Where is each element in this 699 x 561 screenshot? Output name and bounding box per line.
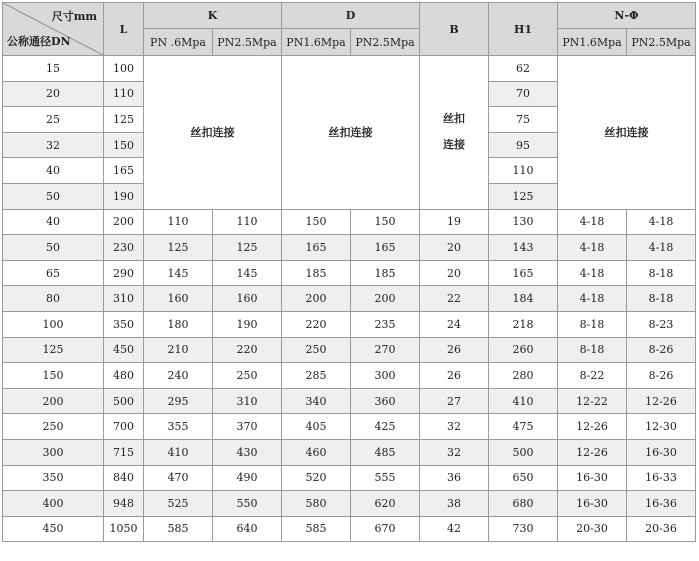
- threaded-connection-k: 丝扣连接: [144, 56, 282, 210]
- cell-n2: 4-18: [627, 235, 696, 261]
- cell-l: 100: [104, 56, 144, 82]
- cell-h1: 165: [489, 260, 558, 286]
- cell-h1: 280: [489, 363, 558, 389]
- table-row: [3, 286, 696, 312]
- cell-n1: 8-22: [558, 363, 627, 389]
- cell-n2: 20-36: [627, 516, 696, 542]
- cell-k2: 550: [213, 491, 282, 517]
- cell-d1: 580: [282, 491, 351, 517]
- cell-n1: 8-18: [558, 311, 627, 337]
- cell-l: 948: [104, 491, 144, 517]
- cell-b: 32: [420, 414, 489, 440]
- cell-k1: 295: [144, 388, 213, 414]
- subheader-n-pn25: PN2.5Mpa: [627, 29, 696, 56]
- cell-k1: 180: [144, 311, 213, 337]
- table-row: [3, 235, 696, 261]
- cell-dn: 25: [3, 107, 104, 133]
- cell-l: 450: [104, 337, 144, 363]
- cell-n1: 12-26: [558, 439, 627, 465]
- table-row: [3, 209, 696, 235]
- cell-l: 310: [104, 286, 144, 312]
- cell-k1: 210: [144, 337, 213, 363]
- cell-n2: 8-23: [627, 311, 696, 337]
- cell-dn: 250: [3, 414, 104, 440]
- cell-k2: 250: [213, 363, 282, 389]
- cell-k1: 355: [144, 414, 213, 440]
- cell-b: 20: [420, 260, 489, 286]
- table-row: [3, 311, 696, 337]
- cell-l: 190: [104, 183, 144, 209]
- cell-d1: 585: [282, 516, 351, 542]
- cell-n1: 16-30: [558, 465, 627, 491]
- cell-l: 200: [104, 209, 144, 235]
- cell-dn: 400: [3, 491, 104, 517]
- cell-d1: 340: [282, 388, 351, 414]
- table-row: [3, 260, 696, 286]
- table-row: [3, 388, 696, 414]
- cell-h1: 680: [489, 491, 558, 517]
- cell-dn: 300: [3, 439, 104, 465]
- cell-k2: 370: [213, 414, 282, 440]
- cell-h1: 62: [489, 56, 558, 82]
- corner-bottom-label: 公称通径DN: [7, 35, 71, 48]
- cell-n1: 12-26: [558, 414, 627, 440]
- cell-k1: 525: [144, 491, 213, 517]
- cell-h1: 110: [489, 158, 558, 184]
- cell-l: 715: [104, 439, 144, 465]
- table-row: [3, 465, 696, 491]
- cell-l: 500: [104, 388, 144, 414]
- cell-n1: 4-18: [558, 260, 627, 286]
- subheader-k-pn16: PN .6Mpa: [144, 29, 213, 56]
- cell-h1: 500: [489, 439, 558, 465]
- corner-header-cell: [3, 3, 104, 56]
- cell-d2: 270: [351, 337, 420, 363]
- cell-n2: 8-26: [627, 363, 696, 389]
- cell-d1: 220: [282, 311, 351, 337]
- cell-n1: 8-18: [558, 337, 627, 363]
- threaded-connection-d: 丝扣连接: [282, 56, 420, 210]
- cell-dn: 350: [3, 465, 104, 491]
- cell-n2: 16-33: [627, 465, 696, 491]
- cell-l: 110: [104, 81, 144, 107]
- table-row: [3, 414, 696, 440]
- cell-b: 26: [420, 337, 489, 363]
- cell-b: 20: [420, 235, 489, 261]
- cell-dn: 450: [3, 516, 104, 542]
- cell-h1: 95: [489, 132, 558, 158]
- header-l: L: [104, 3, 144, 56]
- cell-h1: 75: [489, 107, 558, 133]
- cell-dn: 65: [3, 260, 104, 286]
- header-d: D: [282, 3, 420, 29]
- cell-k2: 190: [213, 311, 282, 337]
- cell-b: 26: [420, 363, 489, 389]
- corner-top-label: 尺寸mm: [51, 10, 97, 23]
- cell-h1: 218: [489, 311, 558, 337]
- cell-h1: 125: [489, 183, 558, 209]
- threaded-b-line2: 连接: [443, 138, 466, 152]
- cell-h1: 730: [489, 516, 558, 542]
- cell-h1: 475: [489, 414, 558, 440]
- cell-n1: 12-22: [558, 388, 627, 414]
- cell-dn: 100: [3, 311, 104, 337]
- cell-n1: 4-18: [558, 235, 627, 261]
- subheader-k-pn25: PN2.5Mpa: [213, 29, 282, 56]
- cell-k2: 145: [213, 260, 282, 286]
- cell-n2: 16-36: [627, 491, 696, 517]
- cell-b: 22: [420, 286, 489, 312]
- table-row: [3, 491, 696, 517]
- cell-l: 290: [104, 260, 144, 286]
- cell-l: 125: [104, 107, 144, 133]
- header-k: K: [144, 3, 282, 29]
- cell-k1: 145: [144, 260, 213, 286]
- cell-dn: 200: [3, 388, 104, 414]
- cell-l: 840: [104, 465, 144, 491]
- table-row: [3, 439, 696, 465]
- table-row: [3, 337, 696, 363]
- cell-n1: 20-30: [558, 516, 627, 542]
- cell-n1: 16-30: [558, 491, 627, 517]
- cell-b: 24: [420, 311, 489, 337]
- cell-k2: 310: [213, 388, 282, 414]
- cell-n2: 8-26: [627, 337, 696, 363]
- cell-d1: 460: [282, 439, 351, 465]
- cell-l: 480: [104, 363, 144, 389]
- cell-n2: 12-26: [627, 388, 696, 414]
- cell-d2: 165: [351, 235, 420, 261]
- valve-dimension-table: [2, 2, 696, 542]
- cell-k2: 640: [213, 516, 282, 542]
- threaded-connection-n: 丝扣连接: [558, 56, 696, 210]
- cell-l: 700: [104, 414, 144, 440]
- cell-dn: 50: [3, 235, 104, 261]
- cell-k1: 410: [144, 439, 213, 465]
- cell-dn: 32: [3, 132, 104, 158]
- cell-dn: 20: [3, 81, 104, 107]
- cell-d2: 185: [351, 260, 420, 286]
- cell-n2: 8-18: [627, 260, 696, 286]
- cell-k2: 125: [213, 235, 282, 261]
- cell-dn: 150: [3, 363, 104, 389]
- cell-d2: 555: [351, 465, 420, 491]
- subheader-d-pn25: PN2.5Mpa: [351, 29, 420, 56]
- cell-b: 19: [420, 209, 489, 235]
- subheader-d-pn16: PN1.6Mpa: [282, 29, 351, 56]
- cell-d2: 235: [351, 311, 420, 337]
- cell-n2: 12-30: [627, 414, 696, 440]
- cell-dn: 40: [3, 209, 104, 235]
- cell-d1: 150: [282, 209, 351, 235]
- cell-d1: 200: [282, 286, 351, 312]
- cell-d1: 250: [282, 337, 351, 363]
- cell-k2: 490: [213, 465, 282, 491]
- cell-l: 150: [104, 132, 144, 158]
- cell-k1: 585: [144, 516, 213, 542]
- cell-k2: 430: [213, 439, 282, 465]
- cell-dn: 50: [3, 183, 104, 209]
- cell-h1: 143: [489, 235, 558, 261]
- header-n-phi: N-Φ: [558, 3, 696, 29]
- cell-d2: 200: [351, 286, 420, 312]
- cell-k1: 110: [144, 209, 213, 235]
- cell-d2: 300: [351, 363, 420, 389]
- threaded-b-line1: 丝扣: [443, 112, 466, 126]
- table-row: [3, 516, 696, 542]
- cell-n2: 4-18: [627, 209, 696, 235]
- cell-d1: 185: [282, 260, 351, 286]
- cell-l: 1050: [104, 516, 144, 542]
- table-row: [3, 56, 696, 82]
- cell-b: 36: [420, 465, 489, 491]
- cell-b: 42: [420, 516, 489, 542]
- cell-h1: 650: [489, 465, 558, 491]
- cell-dn: 80: [3, 286, 104, 312]
- cell-k2: 160: [213, 286, 282, 312]
- cell-h1: 410: [489, 388, 558, 414]
- cell-k2: 220: [213, 337, 282, 363]
- header-b: B: [420, 3, 489, 56]
- cell-l: 165: [104, 158, 144, 184]
- cell-h1: 184: [489, 286, 558, 312]
- cell-n1: 4-18: [558, 209, 627, 235]
- cell-l: 230: [104, 235, 144, 261]
- cell-b: 32: [420, 439, 489, 465]
- table-row: [3, 363, 696, 389]
- cell-h1: 130: [489, 209, 558, 235]
- cell-dn: 15: [3, 56, 104, 82]
- cell-dn: 40: [3, 158, 104, 184]
- cell-n1: 4-18: [558, 286, 627, 312]
- cell-n2: 16-30: [627, 439, 696, 465]
- cell-d1: 520: [282, 465, 351, 491]
- cell-d2: 670: [351, 516, 420, 542]
- cell-d1: 405: [282, 414, 351, 440]
- header-h1: H1: [489, 3, 558, 56]
- threaded-connection-b: [420, 56, 489, 210]
- cell-d2: 360: [351, 388, 420, 414]
- cell-l: 350: [104, 311, 144, 337]
- cell-k2: 110: [213, 209, 282, 235]
- cell-b: 27: [420, 388, 489, 414]
- subheader-n-pn16: PN1.6Mpa: [558, 29, 627, 56]
- cell-d1: 165: [282, 235, 351, 261]
- cell-d2: 620: [351, 491, 420, 517]
- cell-n2: 8-18: [627, 286, 696, 312]
- cell-d2: 150: [351, 209, 420, 235]
- cell-d2: 425: [351, 414, 420, 440]
- cell-k1: 240: [144, 363, 213, 389]
- cell-k1: 160: [144, 286, 213, 312]
- cell-dn: 125: [3, 337, 104, 363]
- cell-b: 38: [420, 491, 489, 517]
- cell-d1: 285: [282, 363, 351, 389]
- cell-k1: 125: [144, 235, 213, 261]
- cell-h1: 260: [489, 337, 558, 363]
- cell-h1: 70: [489, 81, 558, 107]
- cell-d2: 485: [351, 439, 420, 465]
- cell-k1: 470: [144, 465, 213, 491]
